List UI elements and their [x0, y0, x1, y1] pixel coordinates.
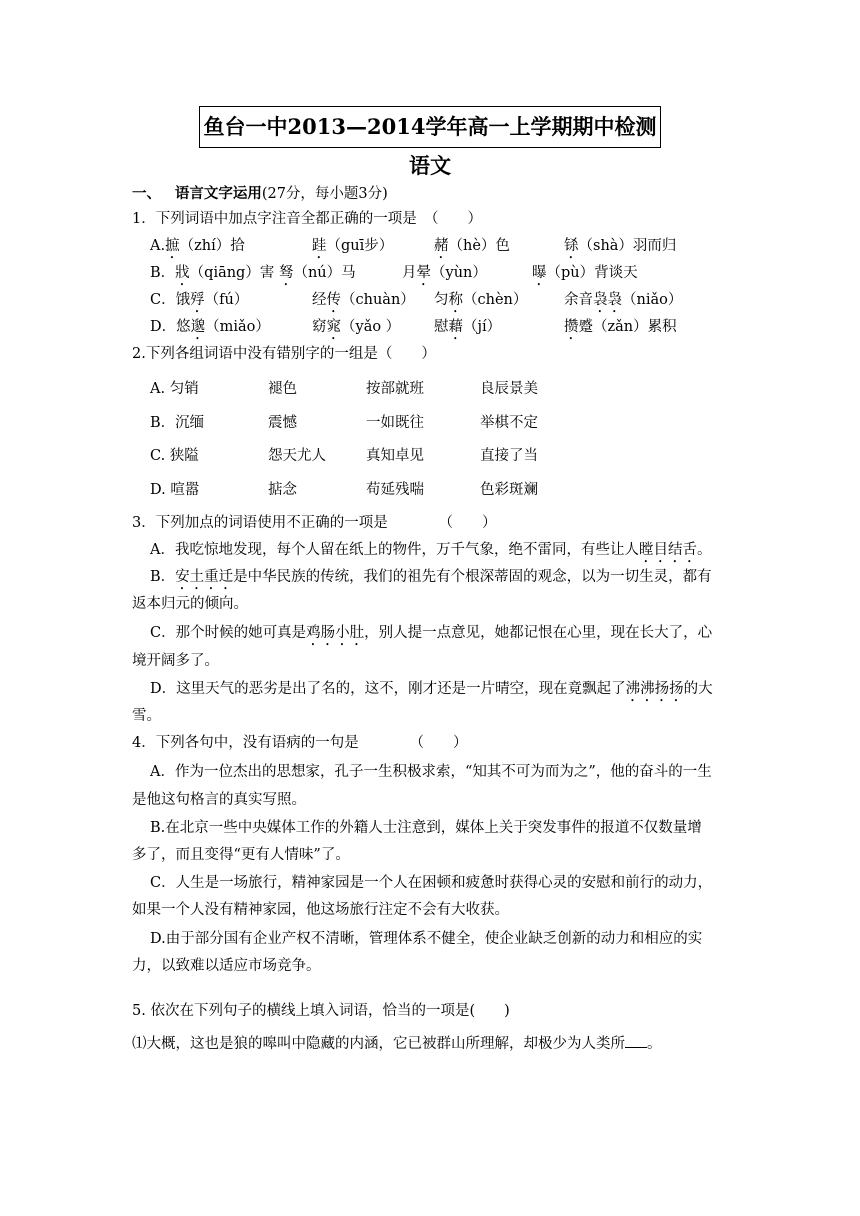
q4-option-b: B.在北京一些中央媒体工作的外籍人士注意到，媒体上关于突发事件的报道不仅数量增: [150, 820, 702, 836]
q3-option-b: B．安土重迁是中华民族的传统，我们的祖先有个根深蒂固的观念，以为一切生灵，都有: [150, 569, 712, 585]
q3-option-c: C．那个时候的她可真是鸡肠小肚，别人提一点意见，她都记恨在心里，现在长大了，心: [150, 625, 713, 641]
q1-stem: 1．下列词语中加点字注音全都正确的一项是 （ ）: [132, 211, 482, 227]
title-box: [199, 106, 661, 148]
document-page: 鱼台一中2013—2014学年高一上学期期中检测 语文 一、 语言文字运用(27分，每小题3分) 1．下列词语中加点字注音全都正确的一项是 （ ） A.摭（zhí）拾 跬（guī步） 赭（hè）色 铩（shà）羽而归 B．戕（qiāng）害 驽（nú）马 月晕（yùn） 曝（pù）背谈天 C．饿殍（fú） 经传（chuàn） 匀称（chèn） 余音袅袅（niǎo） D．悠邈（miǎo） 窈窕（yǎo ） 慰藉（jí） 攒蹙（zǎn）累积 2.下列各组词语中没有错别字的一组是（ ） A. 匀销 褪色 按部就班 良辰景美 B．沉缅 震憾 一如既往 举棋不定 C. 狭隘 怨天尤人 真知卓见 直接了当 D. 喧嚣 掂念 苟延残喘 色彩斑斓 3．下列加点的词语使用不正确的一项是 （ ） A．我吃惊地发现，每个人留在纸上的物件，万千气象，绝不雷同，有些让人瞠目结舌。 B．安土重迁是中华民族的传统，我们的祖先有个根深蒂固的观念，以为一切生灵，都有 返本归元的倾向。 C．那个时候的她可真是鸡肠小肚，别人提一点意见，她都记恨在心里，现在长大了，心 境开阔多了。 D．这里天气的恶劣是出了名的，这不，刚才还是一片晴空，现在竟飘起了沸沸扬扬的大 雪。 4．下列各句中，没有语病的一句是 （ ） A．作为一位杰出的思想家，孔子一生积极求索，“知其不可为而为之”，他的奋斗的一生 是他这句格言的真实写照。 B.在北京一些中央媒体工作的外籍人士注意到，媒体上关于突发事件的报道不仅数量增 多了，而且变得“更有人情味”了。 C．人生是一场旅行，精神家园是一个人在困顿和疲惫时获得心灵的安慰和前行的动力， 如果一个人没有精神家园，他这场旅行注定不会有大收获。 D.由于部分国有企业产权不清晰，管理体系不健全，使企业缺乏创新的动力和相应的实 力，以致难以适应市场竞争。 5. 依次在下列句子的横线上填入词语，恰当的一项是( ) ⑴大概，这也是狼的嗥叫中隐藏的内涵，它已被群山所理解，却极少为人类所 。: [0, 0, 860, 1216]
q3-option-d-cont: 雪。: [132, 708, 161, 724]
q5-sentence-1: ⑴大概，这也是狼的嗥叫中隐藏的内涵，它已被群山所理解，却极少为人类所 。: [132, 1033, 662, 1054]
q3-option-b-cont: 返本归元的倾向。: [132, 596, 248, 612]
q3-option-c-cont: 境开阔多了。: [132, 653, 219, 669]
q4-option-a-cont: 是他这句格言的真实写照。: [132, 792, 306, 808]
q4-option-c-cont: 如果一个人没有精神家园，他这场旅行注定不会有大收获。: [132, 902, 509, 918]
section-1-heading: 一、 语言文字运用(27分，每小题3分): [132, 185, 388, 202]
subject-heading: 语文: [409, 153, 451, 178]
q4-stem: 4．下列各句中，没有语病的一句是 （ ）: [132, 735, 468, 751]
q4-option-d-cont: 力，以致难以适应市场竞争。: [132, 958, 321, 974]
q4-option-b-cont: 多了，而且变得“更有人情味”了。: [132, 847, 350, 863]
q3-stem: 3．下列加点的词语使用不正确的一项是 （ ）: [132, 515, 497, 531]
q3-option-a: A．我吃惊地发现，每个人留在纸上的物件，万千气象，绝不雷同，有些让人瞠目结舌。: [150, 542, 712, 558]
q4-option-d: D.由于部分国有企业产权不清晰，管理体系不健全，使企业缺乏创新的动力和相应的实: [150, 931, 703, 947]
q2-stem: 2.下列各组词语中没有错别字的一组是（ ）: [132, 346, 436, 362]
q3-option-d: D．这里天气的恶劣是出了名的，这不，刚才还是一片晴空，现在竟飘起了沸沸扬扬的大: [150, 681, 713, 697]
q4-option-c: C．人生是一场旅行，精神家园是一个人在困顿和疲惫时获得心灵的安慰和前行的动力，: [150, 875, 713, 891]
fill-in-blank: [625, 1033, 647, 1048]
q5-stem: 5. 依次在下列句子的横线上填入词语，恰当的一项是( ): [132, 1003, 510, 1019]
document-title: 鱼台一中2013—2014学年高一上学期期中检测: [203, 114, 657, 139]
q4-option-a: A．作为一位杰出的思想家，孔子一生积极求索，“知其不可为而为之”，他的奋斗的一生: [150, 764, 712, 780]
